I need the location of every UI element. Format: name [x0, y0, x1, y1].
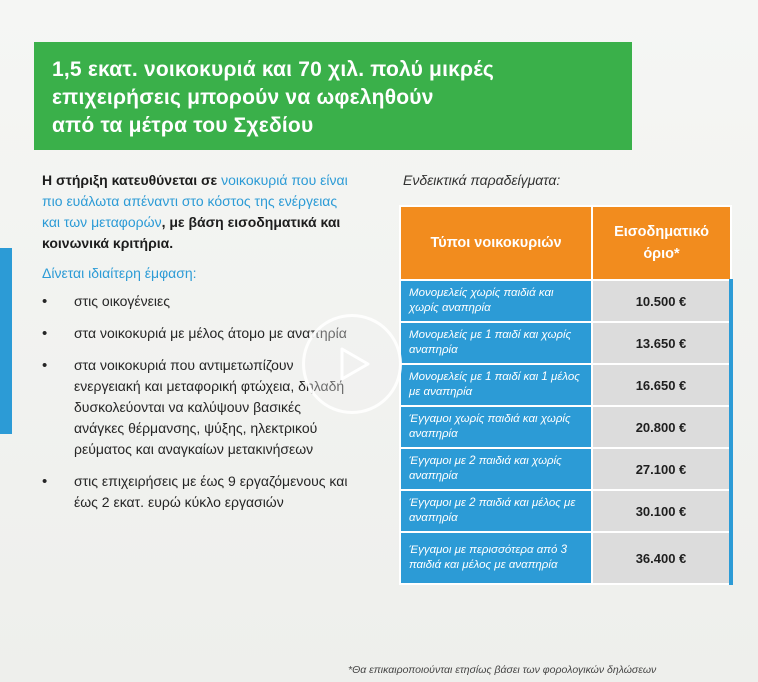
household-type-cell: Έγγαμοι με περισσότερα από 3 παιδιά και μέλος με αναπηρία	[400, 532, 592, 584]
footnote: *Θα επικαιροποιούνται ετησίως βάσει των φορολογικών δηλώσεων	[348, 664, 657, 676]
intro-part-3: , με βάση εισοδηματικά και κοινωνικά κριτήρια.	[42, 214, 341, 251]
household-type-cell: Μονομελείς με 1 παιδί και χωρίς αναπηρία	[400, 322, 592, 364]
examples-label: Ενδεικτικά παραδείγματα:	[403, 172, 561, 188]
income-limit-cell: 16.650 €	[592, 364, 731, 406]
bullet-item: • στις επιχειρήσεις με έως 9 εργαζόμενους και έως 2 εκατ. ευρώ κύκλο εργασιών	[42, 471, 352, 513]
banner-line-2: επιχειρήσεις μπορούν να ωφεληθούν	[52, 86, 434, 109]
household-type-cell: Μονομελείς με 1 παιδί και 1 μέλος με αναπηρία	[400, 364, 592, 406]
household-type-cell: Έγγαμοι με 2 παιδιά και χωρίς αναπηρία	[400, 448, 592, 490]
bullet-list	[42, 291, 352, 513]
emphasis-label: Δίνεται ιδιαίτερη έμφαση:	[42, 265, 197, 281]
income-limit-cell: 30.100 €	[592, 490, 731, 532]
header-income-limit: Εισοδηματικό όριο*	[592, 206, 731, 280]
household-type-cell: Έγγαμοι χωρίς παιδιά και χωρίς αναπηρία	[400, 406, 592, 448]
bullet-item: • στα νοικοκυριά με μέλος άτομο με αναπηρία	[42, 323, 352, 344]
intro-part-1: Η στήριξη κατευθύνεται σε	[42, 172, 222, 188]
title-banner	[34, 42, 632, 150]
play-icon	[340, 347, 370, 381]
table-row	[400, 406, 731, 448]
income-limit-cell: 13.650 €	[592, 322, 731, 364]
income-limit-cell: 36.400 €	[592, 532, 731, 584]
left-accent-bar	[0, 248, 12, 434]
income-limit-cell: 20.800 €	[592, 406, 731, 448]
banner-line-1: 1,5 εκατ. νοικοκυριά και 70 χιλ. πολύ μικρές	[52, 58, 495, 81]
income-limit-cell: 27.100 €	[592, 448, 731, 490]
banner-line-3: από τα μέτρα του Σχεδίου	[52, 114, 314, 137]
table-header-row	[400, 206, 731, 280]
intro-paragraph	[42, 170, 352, 254]
income-limit-cell: 10.500 €	[592, 280, 731, 322]
household-type-cell: Έγγαμοι με 2 παιδιά και μέλος με αναπηρία	[400, 490, 592, 532]
video-play-button[interactable]	[302, 314, 402, 414]
bullet-item: • στις οικογένειες	[42, 291, 352, 312]
table-row	[400, 280, 731, 322]
table-row	[400, 364, 731, 406]
table-row	[400, 448, 731, 490]
header-household-type: Τύποι νοικοκυριών	[400, 206, 592, 280]
income-limits-table	[399, 205, 733, 585]
bullet-item: • στα νοικοκυριά που αντιμετωπίζουν ενεργειακή και μεταφορική φτώχεια, δηλαδή δυσκολεύονται να καλύψουν βασικές ανάγκες θέρμανσης, ψύξης, ηλεκτρικού ρεύματος και αναγκαίων μετακινήσεων	[42, 355, 352, 460]
intro-part-2: νοικοκυριά που είναι πιο ευάλωτα απέναντι στο κόστος της ενέργειας και των μεταφορών	[42, 172, 348, 230]
household-type-cell: Μονομελείς χωρίς παιδιά και χωρίς αναπηρία	[400, 280, 592, 322]
table-row	[400, 322, 731, 364]
table-row	[400, 490, 731, 532]
table-row	[400, 532, 731, 584]
